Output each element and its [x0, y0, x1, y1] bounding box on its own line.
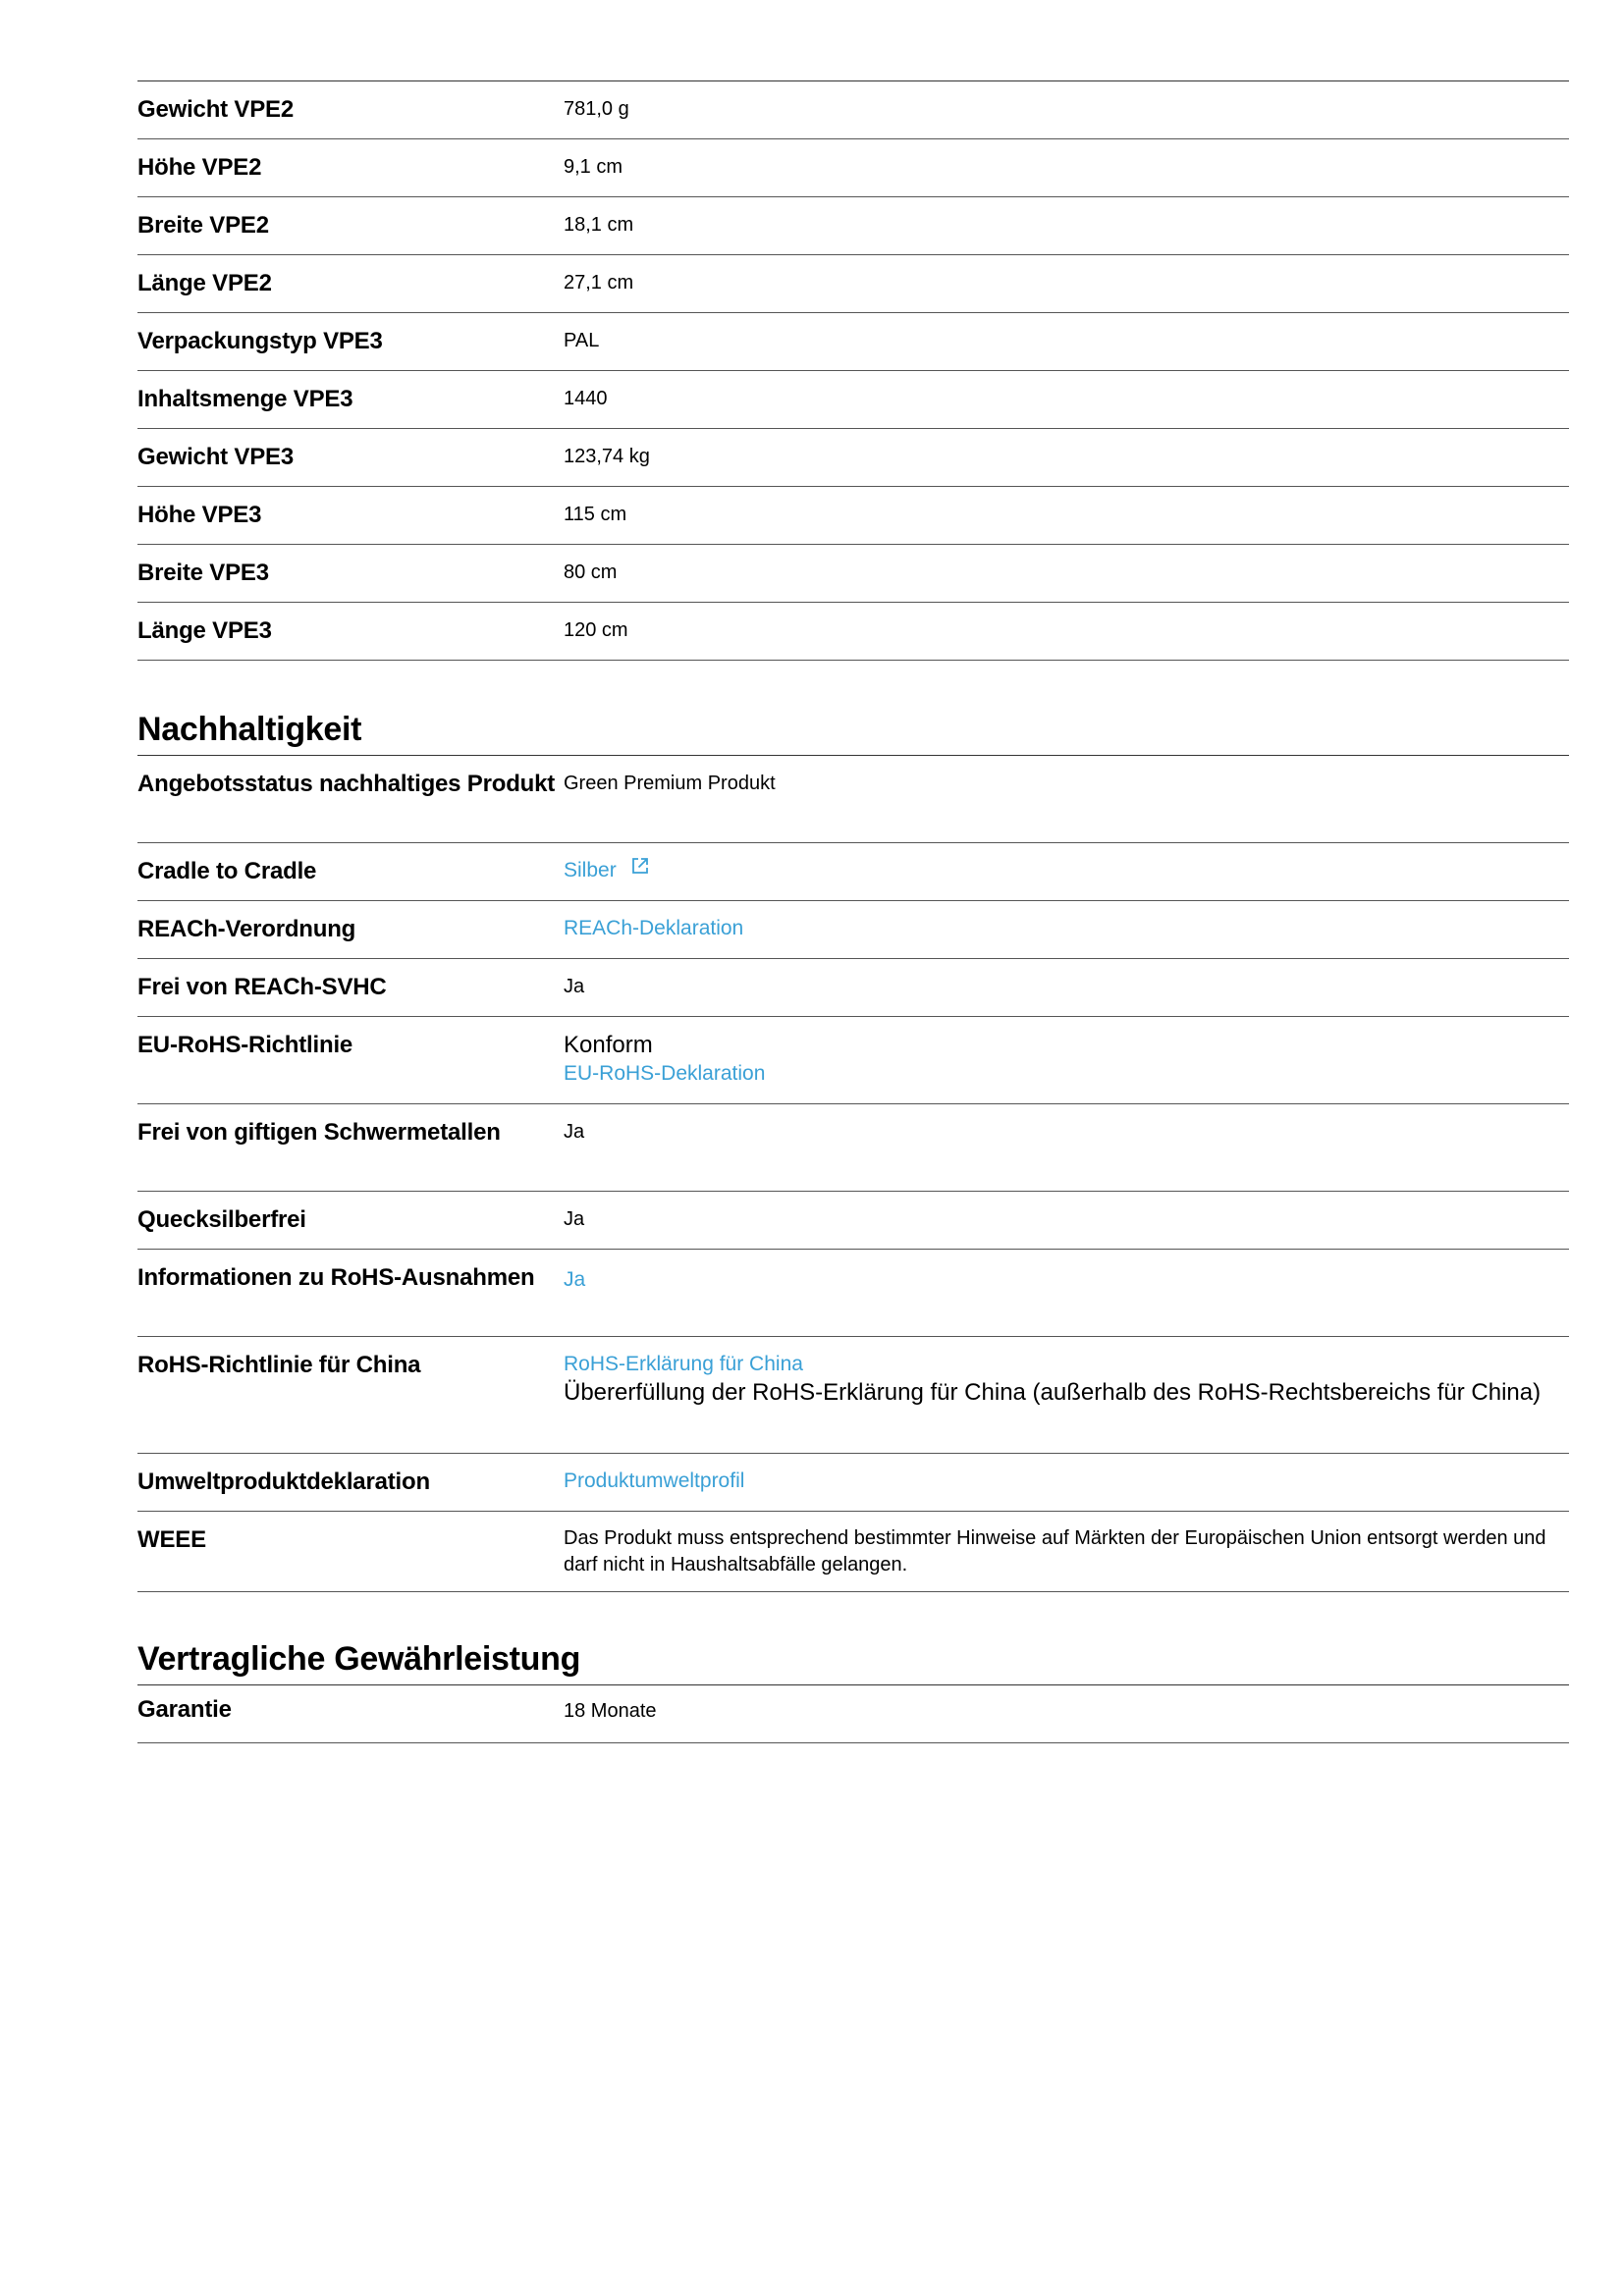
product-environmental-profile-link[interactable]: Produktumweltprofil [564, 1469, 745, 1492]
row-value: 80 cm [564, 545, 1569, 603]
row-label: Quecksilberfrei [137, 1192, 564, 1250]
table-row [137, 545, 1569, 603]
table-row [137, 1017, 1569, 1104]
section-title-sustainability: Nachhaltigkeit [137, 711, 362, 748]
table-row [137, 1192, 1569, 1250]
row-value: Ja [564, 1104, 1569, 1192]
row-value [564, 1337, 1569, 1454]
table-row [137, 1685, 1569, 1743]
packaging-table [137, 80, 1569, 661]
table-row [137, 603, 1569, 661]
row-value: 115 cm [564, 487, 1569, 545]
table-row [137, 756, 1569, 843]
row-value: 18,1 cm [564, 197, 1569, 255]
row-value [564, 1250, 1569, 1337]
row-value [564, 843, 1569, 901]
section-title-warranty: Vertragliche Gewährleistung [137, 1640, 581, 1678]
table-row [137, 1454, 1569, 1512]
row-label: Länge VPE3 [137, 603, 564, 661]
sustainability-table [137, 755, 1569, 1592]
row-value: 120 cm [564, 603, 1569, 661]
row-value: 27,1 cm [564, 255, 1569, 313]
table-row [137, 487, 1569, 545]
warranty-table [137, 1684, 1569, 1743]
row-label: Angebotsstatus nachhaltiges Produkt [137, 756, 564, 843]
row-label: Frei von REACh-SVHC [137, 959, 564, 1017]
row-value: 123,74 kg [564, 429, 1569, 487]
row-value [564, 901, 1569, 959]
table-row [137, 843, 1569, 901]
table-row [137, 1250, 1569, 1337]
eu-rohs-declaration-link[interactable]: EU-RoHS-Deklaration [564, 1062, 766, 1085]
row-label: WEEE [137, 1512, 564, 1592]
reach-declaration-link[interactable]: REACh-Deklaration [564, 917, 744, 939]
row-label: Gewicht VPE2 [137, 81, 564, 139]
row-label: Informationen zu RoHS-Ausnahmen [137, 1250, 564, 1337]
table-row [137, 371, 1569, 429]
row-value: Green Premium Produkt [564, 756, 1569, 843]
rohs-exemptions-link[interactable]: Ja [564, 1268, 586, 1291]
table-row [137, 1512, 1569, 1592]
row-label: Länge VPE2 [137, 255, 564, 313]
row-label: Inhaltsmenge VPE3 [137, 371, 564, 429]
table-row [137, 255, 1569, 313]
table-row [137, 139, 1569, 197]
row-value [564, 1454, 1569, 1512]
row-value: Das Produkt muss entsprechend bestimmter Hinweise auf Märkten der Europäischen Union entsorgt werden und darf nicht in Haushaltsabfälle gelangen. [564, 1512, 1569, 1592]
row-value: Ja [564, 1192, 1569, 1250]
row-label: Höhe VPE3 [137, 487, 564, 545]
row-label: Frei von giftigen Schwermetallen [137, 1104, 564, 1192]
table-row [137, 197, 1569, 255]
row-label: EU-RoHS-Richtlinie [137, 1017, 564, 1104]
row-value [564, 1017, 1569, 1104]
cradle-silver-link[interactable]: Silber [564, 859, 617, 881]
row-label: Garantie [137, 1685, 564, 1743]
table-row [137, 959, 1569, 1017]
row-label: Breite VPE2 [137, 197, 564, 255]
external-link-icon[interactable] [630, 856, 650, 883]
china-rohs-status: Übererfüllung der RoHS-Erklärung für China (außerhalb des RoHS-Rechtsbereichs für China) [564, 1379, 1542, 1406]
row-value: 18 Monate [564, 1685, 1569, 1743]
row-value: Ja [564, 959, 1569, 1017]
row-value: 1440 [564, 371, 1569, 429]
row-label: REACh-Verordnung [137, 901, 564, 959]
eu-rohs-status: Konform [564, 1032, 653, 1058]
table-row [137, 429, 1569, 487]
row-value: 9,1 cm [564, 139, 1569, 197]
row-label: Höhe VPE2 [137, 139, 564, 197]
row-label: Cradle to Cradle [137, 843, 564, 901]
row-label: Gewicht VPE3 [137, 429, 564, 487]
table-row [137, 81, 1569, 139]
row-label: Umweltproduktdeklaration [137, 1454, 564, 1512]
table-row [137, 1337, 1569, 1454]
row-label: RoHS-Richtlinie für China [137, 1337, 564, 1454]
row-value: 781,0 g [564, 81, 1569, 139]
row-label: Verpackungstyp VPE3 [137, 313, 564, 371]
china-rohs-declaration-link[interactable]: RoHS-Erklärung für China [564, 1353, 803, 1375]
row-value: PAL [564, 313, 1569, 371]
table-row [137, 313, 1569, 371]
row-label: Breite VPE3 [137, 545, 564, 603]
datasheet-page [137, 80, 1569, 1743]
table-row [137, 1104, 1569, 1192]
table-row [137, 901, 1569, 959]
